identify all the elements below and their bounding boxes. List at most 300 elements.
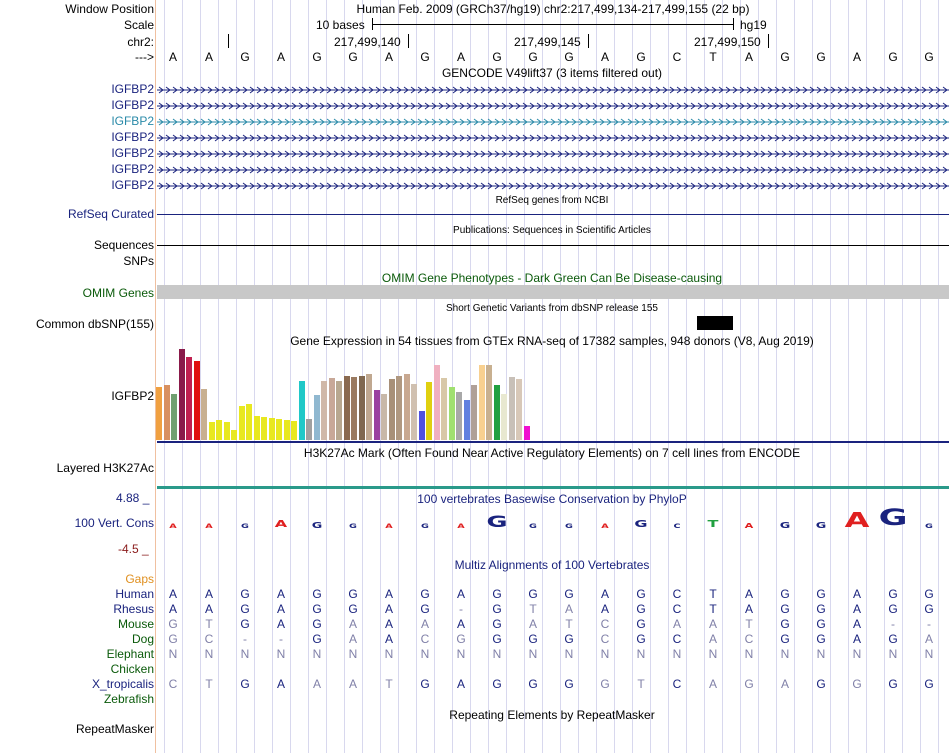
gtex-tissue-bar[interactable] [419,411,425,440]
gencode-transcript-label[interactable]: IGFBP2 [111,82,154,96]
aligned-base: A [276,677,285,691]
aligned-base: N [528,647,538,661]
aligned-base: G [564,632,574,646]
dbsnp-track-title: Short Genetic Variants from dbSNP release 155 [446,303,658,314]
aligned-base: A [276,587,285,601]
refseq-feature-line [157,214,949,215]
aligned-base: A [852,632,861,646]
conservation-glyph: A [601,523,609,530]
gencode-transcript-feature[interactable] [157,84,949,96]
aligned-base: C [672,677,682,691]
coord-tick [768,34,769,48]
aligned-base: - [927,617,931,631]
aligned-base: T [205,617,213,631]
repeatmasker-label[interactable]: RepeatMasker [75,722,154,736]
reference-base: G [816,50,826,64]
aligned-base: N [168,647,178,661]
aligned-base: A [780,677,789,691]
aligned-base: A [528,617,537,631]
gtex-tissue-bar[interactable] [479,365,485,440]
species-label[interactable]: Human [115,587,154,601]
aligned-base: A [852,617,861,631]
conservation-glyph: G [634,519,648,530]
reference-base: T [709,50,717,64]
gtex-tissue-bar[interactable] [389,379,395,440]
gtex-tissue-bar[interactable] [186,357,192,440]
aligned-base: A [276,617,285,631]
aligned-base: G [888,587,898,601]
gtex-tissue-bar[interactable] [471,385,477,440]
gtex-tissue-bar[interactable] [291,421,297,440]
aligned-base: G [420,587,430,601]
aligned-base: T [205,677,213,691]
aligned-base: A [600,587,609,601]
aligned-base: G [780,617,790,631]
reference-base: A [852,50,861,64]
reference-base: G [420,50,430,64]
aligned-base: - [243,632,247,646]
aligned-base: - [891,617,895,631]
aligned-base: N [600,647,610,661]
gtex-tissue-bar[interactable] [404,374,410,440]
gencode-transcript-label[interactable]: IGFBP2 [111,130,154,144]
aligned-base: G [636,587,646,601]
aligned-base: G [636,602,646,616]
gtex-tissue-bar[interactable] [306,419,312,440]
species-label[interactable]: Chicken [110,662,154,676]
aligned-base: N [744,647,754,661]
gtex-tissue-bar[interactable] [381,394,387,440]
conservation-glyph: A [274,519,288,530]
aligned-base: A [204,587,213,601]
aligned-base: G [780,602,790,616]
aligned-base: N [384,647,394,661]
aligned-base: G [240,587,250,601]
aligned-base: A [168,602,177,616]
gtex-baseline [157,441,949,443]
conservation-glyph: A [385,523,393,530]
aligned-base: A [852,602,861,616]
conservation-glyph: G [925,523,933,530]
gtex-tissue-bar[interactable] [254,416,260,440]
conservation-glyph: C [673,523,681,530]
aligned-base: G [492,602,502,616]
aligned-base: N [564,647,574,661]
gtex-tissue-bar[interactable] [456,392,462,440]
reference-base: A [168,50,177,64]
grid-line [542,0,543,753]
aligned-base: N [492,647,502,661]
gtex-tissue-bar[interactable] [209,422,215,440]
omim-label[interactable]: OMIM Genes [82,286,154,300]
reference-base: G [528,50,538,64]
reference-base: G [888,50,898,64]
conservation-glyph: A [844,508,870,532]
species-label[interactable]: Dog [131,632,154,646]
gencode-transcript-feature[interactable] [157,116,949,128]
aligned-base: G [816,602,826,616]
publications-feature-line [157,245,949,246]
gencode-transcript-label[interactable]: IGFBP2 [111,114,154,128]
conservation-glyph: G [486,512,508,531]
gtex-tissue-bar[interactable] [239,406,245,440]
aligned-base: G [420,602,430,616]
conservation-glyph: G [779,521,791,530]
species-label[interactable]: Zebrafish [103,692,154,706]
aligned-base: G [348,587,358,601]
aligned-base: G [816,587,826,601]
gtex-tissue-bar[interactable] [516,379,522,440]
conservation-glyph: G [565,523,573,530]
aligned-base: N [888,647,898,661]
aligned-base: N [204,647,214,661]
gtex-tissue-bar[interactable] [314,395,320,440]
conservation-glyph: G [878,506,908,531]
aligned-base: G [312,602,322,616]
h3k27ac-label[interactable]: Layered H3K27Ac [56,461,154,475]
species-label[interactable]: X_tropicalis [91,677,154,691]
gtex-tissue-bar[interactable] [449,387,455,440]
reference-base: A [384,50,393,64]
conservation-glyph: A [744,522,754,530]
conservation-min-label: -4.5 _ [118,542,149,556]
aligned-base: N [672,647,682,661]
grid-line [758,0,759,753]
aligned-base: A [276,602,285,616]
aligned-base: G [312,587,322,601]
gtex-tissue-bar[interactable] [284,420,290,440]
aligned-base: G [564,677,574,691]
reference-base: A [456,50,465,64]
gtex-tissue-bar[interactable] [501,394,507,440]
aligned-base: A [600,602,609,616]
aligned-base: T [745,617,753,631]
aligned-base: G [924,677,934,691]
gtex-tissue-bar[interactable] [231,430,237,440]
aligned-base: A [348,617,357,631]
aligned-base: N [348,647,358,661]
aligned-base: A [384,587,393,601]
gtex-tissue-bar[interactable] [494,385,500,440]
aligned-base: A [852,587,861,601]
window-position-value: Human Feb. 2009 (GRCh37/hg19) chr2:217,499,134-217,499,155 (22 bp) [356,2,750,16]
reference-base: A [204,50,213,64]
aligned-base: A [420,617,429,631]
aligned-base: G [924,602,934,616]
aligned-base: G [888,632,898,646]
conservation-glyph: A [169,523,177,530]
aligned-base: G [240,677,250,691]
conservation-glyph: G [815,521,827,530]
publications-track-title: Publications: Sequences in Scientific Articles [453,225,651,236]
aligned-base: G [636,632,646,646]
aligned-base: G [528,632,538,646]
aligned-base: G [492,632,502,646]
reference-base: A [744,50,753,64]
gtex-tissue-bar[interactable] [246,404,252,440]
gtex-tissue-bar[interactable] [261,417,267,440]
coord-2: 217,499,145 [514,35,581,49]
aligned-base: C [672,587,682,601]
repeatmasker-track-title: Repeating Elements by RepeatMasker [449,708,655,722]
gtex-tissue-bar[interactable] [351,377,357,440]
gencode-transcript-feature[interactable] [157,180,949,192]
aligned-base: A [384,617,393,631]
gtex-tissue-bar[interactable] [329,378,335,440]
aligned-base: G [780,632,790,646]
refseq-track-title: RefSeq genes from NCBI [495,195,609,206]
aligned-base: A [456,677,465,691]
coord-tick [408,34,409,48]
conservation-glyph: G [349,523,357,530]
gtex-tissue-bar[interactable] [201,389,207,440]
aligned-base: T [565,617,573,631]
aligned-base: C [600,617,610,631]
aligned-base: G [744,677,754,691]
aligned-base: A [204,602,213,616]
aligned-base: G [312,632,322,646]
gtex-tissue-bar[interactable] [486,365,492,440]
gtex-track-title: Gene Expression in 54 tissues from GTEx RNA-seq of 17382 samples, 948 donors (V8, Aug 2019) [290,334,814,348]
grid-line [722,0,723,753]
coord-3: 217,499,150 [694,35,761,49]
gencode-transcript-feature[interactable] [157,148,949,160]
gencode-transcript-feature[interactable] [157,164,949,176]
gtex-tissue-bar[interactable] [164,385,170,440]
grid-line [686,0,687,753]
aligned-base: - [279,632,283,646]
gtex-tissue-bar[interactable] [216,420,222,440]
species-label[interactable]: Elephant [106,647,154,661]
aligned-base: G [528,587,538,601]
gtex-tissue-bar[interactable] [396,376,402,440]
aligned-base: C [420,632,430,646]
aligned-base: A [456,587,465,601]
conservation-glyph: T [707,519,719,530]
gtex-tissue-bar[interactable] [224,422,230,440]
scale-db: hg19 [740,18,767,32]
reference-base: G [636,50,646,64]
aligned-base: G [492,617,502,631]
coord-1: 217,499,140 [334,35,401,49]
aligned-base: A [348,677,357,691]
aligned-base: T [529,602,537,616]
aligned-base: G [888,602,898,616]
gtex-tissue-bar[interactable] [171,394,177,440]
aligned-base: G [564,587,574,601]
reference-base: G [348,50,358,64]
scale-bar-left-tick [372,18,373,30]
scale-bar-right-tick [733,18,734,30]
grid-line [866,0,867,753]
aligned-base: G [492,587,502,601]
gtex-bar-chart[interactable] [156,348,536,440]
gtex-tissue-bar[interactable] [194,361,200,440]
reference-base: A [276,50,285,64]
gencode-transcript-feature[interactable] [157,100,949,112]
chr-label: chr2: [127,35,154,49]
gencode-transcript-label[interactable]: IGFBP2 [111,98,154,112]
gtex-label[interactable]: IGFBP2 [111,389,154,403]
aligned-base: N [456,647,466,661]
gtex-tissue-bar[interactable] [464,400,470,440]
grid-line [578,0,579,753]
species-label[interactable]: Rhesus [113,602,154,616]
scale-bar [372,24,733,25]
reference-base: G [492,50,502,64]
scale-text: 10 bases [316,18,365,32]
species-label[interactable]: Mouse [117,617,154,631]
aligned-base: C [672,632,682,646]
gtex-tissue-bar[interactable] [434,365,440,440]
aligned-base: N [816,647,826,661]
grid-line [902,0,903,753]
aligned-base: T [709,602,717,616]
dbsnp-variant-block[interactable] [697,316,733,330]
aligned-base: N [852,647,862,661]
conservation-glyph: G [421,523,429,530]
multiz-track-title: Multiz Alignments of 100 Vertebrates [454,558,650,572]
conservation-glyph: G [529,523,537,530]
dbsnp-label[interactable]: Common dbSNP(155) [35,317,154,331]
gtex-tissue-bar[interactable] [299,381,305,440]
aligned-base: G [168,617,178,631]
aligned-base: C [600,632,610,646]
conservation-track-title: 100 vertebrates Basewise Conservation by PhyloP [417,492,687,506]
aligned-base: A [168,587,177,601]
window-position-label: Window Position [65,2,154,16]
aligned-base: G [924,587,934,601]
gtex-tissue-bar[interactable] [156,387,162,440]
aligned-base: A [924,632,933,646]
aligned-base: G [420,677,430,691]
aligned-base: A [456,617,465,631]
gtex-tissue-bar[interactable] [321,381,327,440]
aligned-base: G [816,677,826,691]
aligned-base: G [240,602,250,616]
scale-label: Scale [123,18,154,32]
aligned-base: N [276,647,286,661]
aligned-base: G [636,617,646,631]
gtex-tissue-bar[interactable] [269,418,275,440]
reference-base: C [672,50,682,64]
refseq-label[interactable]: RefSeq Curated [67,207,154,221]
aligned-base: T [385,677,393,691]
aligned-base: G [312,617,322,631]
aligned-base: A [708,677,717,691]
conservation-glyph: G [311,521,323,530]
conservation-glyph: A [457,523,465,530]
gtex-tissue-bar[interactable] [336,381,342,440]
gtex-tissue-bar[interactable] [179,349,185,440]
aligned-base: T [709,587,717,601]
grid-line [650,0,651,753]
h3k27ac-track-title: H3K27Ac Mark (Often Found Near Active Regulatory Elements) on 7 cell lines from ENCODE [303,446,801,460]
aligned-base: N [312,647,322,661]
gencode-transcript-label[interactable]: IGFBP2 [111,146,154,160]
aligned-base: G [600,677,610,691]
gtex-tissue-bar[interactable] [366,374,372,440]
conservation-label[interactable]: 100 Vert. Cons [74,516,154,530]
aligned-base: A [348,632,357,646]
conservation-glyph: G [241,523,249,530]
aligned-base: N [924,647,934,661]
aligned-base: N [636,647,646,661]
strand-label: ---> [135,50,154,64]
grid-line [794,0,795,753]
aligned-base: G [816,632,826,646]
aligned-base: A [384,632,393,646]
gaps-label[interactable]: Gaps [125,572,154,586]
gtex-tissue-bar[interactable] [374,390,380,440]
aligned-base: G [348,602,358,616]
conservation-glyph: A [205,523,213,530]
aligned-base: N [240,647,250,661]
aligned-base: G [456,632,466,646]
reference-base: G [924,50,934,64]
gtex-tissue-bar[interactable] [509,377,515,440]
grid-line [614,0,615,753]
aligned-base: G [816,617,826,631]
aligned-base: G [168,632,178,646]
gtex-tissue-bar[interactable] [411,384,417,440]
aligned-base: C [204,632,214,646]
gencode-transcript-label[interactable]: IGFBP2 [111,162,154,176]
gencode-transcript-label[interactable]: IGFBP2 [111,178,154,192]
coord-tick [588,34,589,48]
aligned-base: A [708,632,717,646]
omim-track-title: OMIM Gene Phenotypes - Dark Green Can Be Disease-causing [381,271,723,285]
aligned-base: G [240,617,250,631]
reference-base: G [240,50,250,64]
gtex-tissue-bar[interactable] [276,419,282,440]
h3k27ac-signal [157,486,949,489]
gencode-transcript-feature[interactable] [157,132,949,144]
grid-line [830,0,831,753]
omim-feature-bar[interactable] [157,285,949,299]
aligned-base: G [492,677,502,691]
sequences-label[interactable]: Sequences [93,238,154,252]
aligned-base: A [744,602,753,616]
reference-base: G [312,50,322,64]
aligned-base: C [672,602,682,616]
aligned-base: N [780,647,790,661]
gencode-track-title: GENCODE V49lift37 (3 items filtered out) [441,66,663,80]
gtex-tissue-bar[interactable] [344,376,350,440]
gtex-tissue-bar[interactable] [524,426,530,440]
aligned-base: G [888,677,898,691]
gtex-tissue-bar[interactable] [426,382,432,440]
aligned-base: T [637,677,645,691]
aligned-base: A [564,602,573,616]
aligned-base: A [708,617,717,631]
aligned-base: A [384,602,393,616]
aligned-base: - [459,602,463,616]
snps-label[interactable]: SNPs [123,254,154,268]
coord-tick [228,34,229,48]
aligned-base: N [420,647,430,661]
aligned-base: A [744,587,753,601]
grid-line [938,0,939,753]
reference-base: G [564,50,574,64]
gtex-tissue-bar[interactable] [359,376,365,440]
conservation-max-label: 4.88 _ [116,491,150,505]
aligned-base: A [312,677,321,691]
gtex-tissue-bar[interactable] [441,378,447,440]
aligned-base: G [852,677,862,691]
aligned-base: C [168,677,178,691]
aligned-base: G [780,587,790,601]
